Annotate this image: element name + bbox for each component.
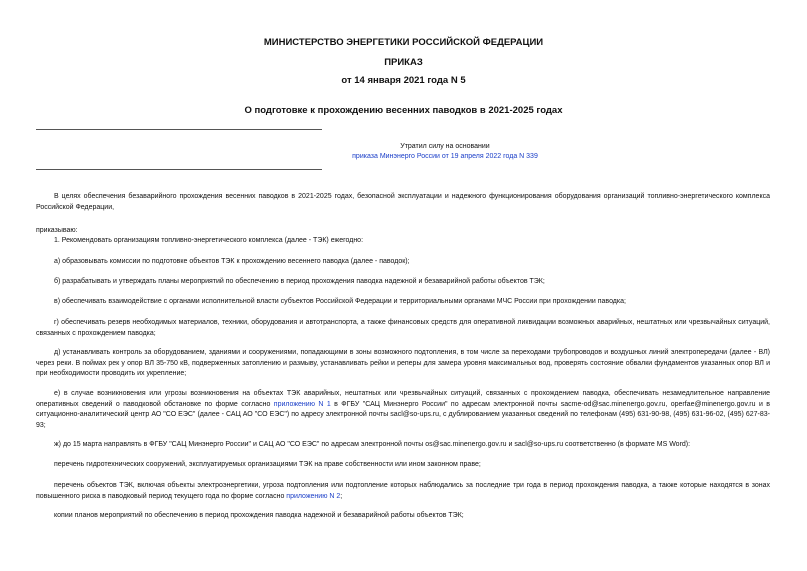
doc-type-heading: ПРИКАЗ: [384, 57, 423, 68]
item-v: в) обеспечивать взаимодействие с органами исполнительной власти субъектов Российской Федерации и территориальными органами МЧС России при прохождении паводка;: [54, 298, 626, 305]
divider-top: [36, 129, 322, 130]
list-item-2-text-1: перечень объектов ТЭК, включая объекты электроэнергетики, угроза подтопления или подтопление которых наблюдались за последние три года в период прохождения паводка, а также которые находятся в зонах повышенного риска в паводковый период текущего года по форме согласно: [36, 482, 770, 500]
item-e: [36, 389, 770, 431]
list-item-2-text-2: ;: [340, 492, 343, 500]
item-zh: ж) до 15 марта направлять в ФГБУ "САЦ Минэнерго России" и САЦ АО "СО ЕЭС" по адресам электронной почты os@sac.minenergo.gov.ru и sacl@so-ups.ru соответственно (в формате MS Word):: [54, 441, 691, 448]
list-item-3: копии планов мероприятий по обеспечению в период прохождения паводка надежной и безаварийной работы объектов ТЭК;: [54, 512, 464, 519]
repeal-notice: [300, 142, 590, 162]
item-e-text-2: в ФГБУ "САЦ Минэнерго России" по адресам электронной почты sacme-od@sac.minenergo.gov.ru, operfae@minenergo.gov.ru и в ситуационно-аналитический центр АО "СО ЕЭС" (далее - САЦ АО "СО ЕЭС") по адресу электронной почты sacl@so-ups.ru, с дублированием указанных сведений по телефонам (495) 631-90-98, (495) 631-96-02, (495) 627-83-93;: [36, 400, 770, 429]
item-b: б) разрабатывать и утверждать планы мероприятий по обеспечению в период прохождения паводка надежной и безаварийной работы объектов ТЭК;: [54, 278, 545, 285]
appendix-1-link[interactable]: приложению N 1: [273, 400, 331, 408]
list-item-1: перечень гидротехнических сооружений, эксплуатируемых организациями ТЭК на праве собственности или ином законном праве;: [54, 461, 481, 468]
item-e-text-1: е) в случае возникновения или угрозы возникновения на объектах ТЭК аварийных, нештатных или чрезвычайных ситуаций, связанных с прохождением паводка, обеспечивать незамедлительное направление оперативных сведений о паводковой обстановке по форме согласно: [36, 390, 770, 408]
repeal-notice-link[interactable]: приказа Минэнерго России от 19 апреля 2022 года N 339: [352, 153, 538, 160]
item-g: г) обеспечивать резерв необходимых материалов, техники, оборудования и автотранспорта, а также финансовых средств для оперативной ликвидации возможных аварийных, нештатных или чрезвычайных ситуаций, связанных с прохождением паводка;: [36, 319, 770, 337]
repeal-notice-text: Утратил силу на основании: [400, 143, 490, 150]
item-a: а) образовывать комиссии по подготовке объектов ТЭК к прохождению весеннего паводка (далее - паводок);: [54, 258, 410, 265]
list-item-2: [36, 481, 770, 502]
intro-paragraph: В целях обеспечения безаварийного прохождения весенних паводков в 2021-2025 годах, безопасной эксплуатации и надежного функционирования оборудования организаций топливно-энергетического комплекса Российской Федерации,: [36, 193, 770, 211]
doc-date-number: от 14 января 2021 года N 5: [341, 75, 466, 86]
divider-bottom: [36, 169, 322, 170]
appendix-2-link[interactable]: приложению N 2: [286, 492, 341, 500]
doc-title: О подготовке к прохождению весенних паводков в 2021-2025 годах: [244, 105, 563, 116]
ministry-heading: МИНИСТЕРСТВО ЭНЕРГЕТИКИ РОССИЙСКОЙ ФЕДЕРАЦИИ: [263, 37, 544, 48]
item-1: 1. Рекомендовать организациям топливно-энергетического комплекса (далее - ТЭК) ежегодно:: [54, 237, 364, 244]
item-d: д) устанавливать контроль за оборудованием, зданиями и сооружениями, попадающими в зоны возможного подтопления, в том числе за переходами трубопроводов и воздушных линий электропередачи (далее - ВЛ) через реки. В поймах рек у опор ВЛ 35-750 кВ, подверженных затоплению и размыву, устанавливать рейки и реперы для замера уровня максимальных вод, проверять состояние обвалки фундаментов указанных опор ВЛ и при необходимости проводить их укрепление;: [36, 349, 770, 377]
order-word: приказываю:: [36, 227, 78, 234]
